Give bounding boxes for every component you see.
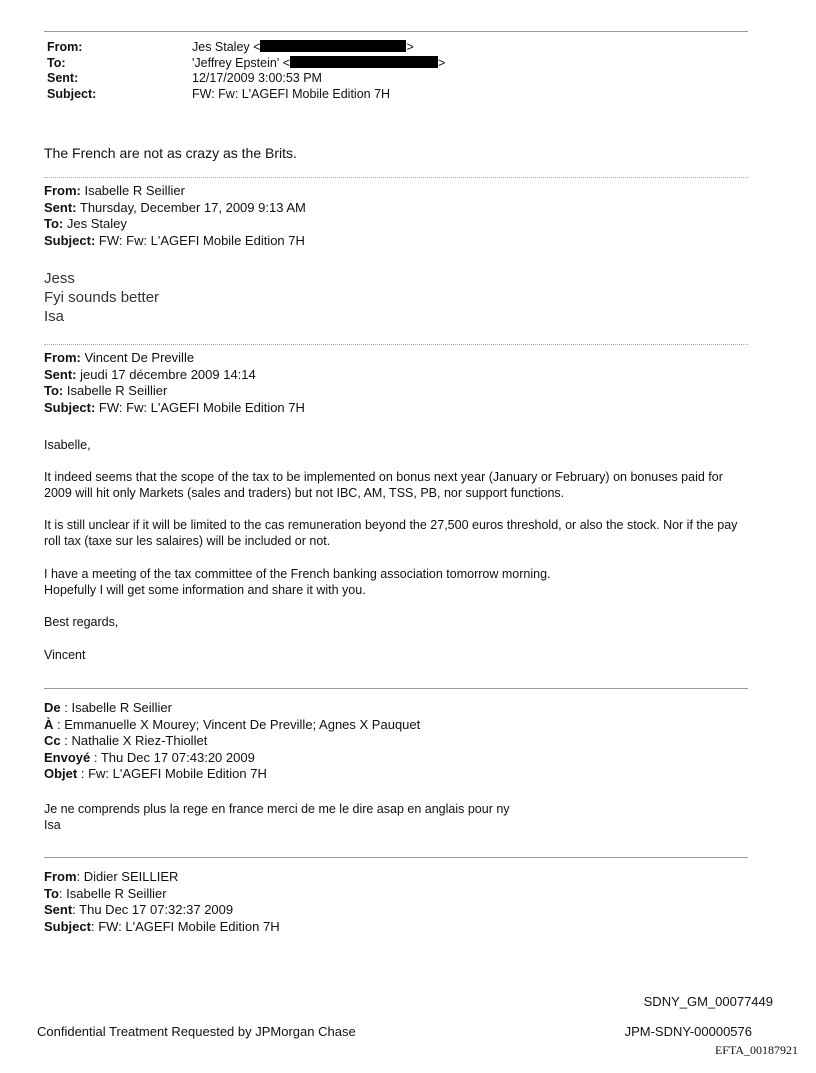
message-2-body — [44, 437, 754, 453]
divider — [44, 344, 748, 345]
bates-sdny-gm: SDNY_GM_00077449 — [643, 994, 773, 1009]
message-2-paragraph-2: It is still unclear if it will be limited to the cas remuneration beyond the 27,500 euros threshold, or also the stock. Nor if the pay roll tax (taxe sur les salaires) will be included or not. — [44, 518, 738, 548]
message-3-body: Je ne comprends plus la rege en france merci de me le dire asap en anglais pour ny Isa — [44, 802, 510, 832]
msg4-sent: Thu Dec 17 07:32:37 2009 — [79, 902, 234, 917]
msg2-subject: FW: Fw: L'AGEFI Mobile Edition 7H — [98, 399, 305, 415]
msg1-subject: FW: Fw: L'AGEFI Mobile Edition 7H — [98, 232, 305, 248]
to-value: 'Jeffrey Epstein' < > — [192, 55, 446, 70]
msg4-from: Didier SEILLIER — [83, 869, 179, 884]
redaction-bar — [260, 40, 406, 52]
msg3-de: Isabelle R Seillier — [71, 700, 172, 715]
from-value: Jes Staley < > — [192, 40, 414, 54]
msg2-sent: jeudi 17 décembre 2009 14:14 — [80, 366, 256, 382]
msg2-from: Vincent De Preville — [84, 350, 195, 365]
message-2-paragraph-3: I have a meeting of the tax committee of the French banking association tomorrow morning. Hopefully I will get some information and share it with you. — [44, 567, 551, 597]
from-label: From: — [47, 40, 83, 54]
message-2-paragraph-1: It indeed seems that the scope of the tax to be implemented on bonus next year (January or February) on bonuses paid for 2009 will hit only Markets (sales and traders) but not IBC, AM, TSS, PB, nor support functions. — [44, 470, 723, 500]
msg4-subject: FW: L'AGEFI Mobile Edition 7H — [98, 918, 280, 934]
msg1-to: Jes Staley — [66, 216, 127, 231]
message-1-header: From: Isabelle R Seillier Sent: Thursday, December 17, 2009 9:13 AM To: Jes Staley Subject: FW: Fw: L'AGEFI Mobile Edition 7H — [44, 183, 306, 248]
greeting: Isabelle, — [44, 438, 91, 452]
subject-label: Subject: — [47, 86, 97, 101]
msg3-cc: Nathalie X Riez-Thiollet — [71, 733, 208, 748]
top-note: The French are not as crazy as the Brits. — [44, 145, 297, 161]
msg3-objet: Fw: L'AGEFI Mobile Edition 7H — [88, 766, 267, 781]
sent-label: Sent: — [47, 71, 79, 85]
sent-value: 12/17/2009 3:00:53 PM — [192, 71, 322, 85]
bates-efta: EFTA_00187921 — [714, 1043, 798, 1057]
message-3-header: De : Isabelle R Seillier À : Emmanuelle X Mourey; Vincent De Preville; Agnes X Pauquet Cc : Nathalie X Riez-Thiollet Envoyé : Thu Dec 17 07:43:20 2009 Objet : Fw: L'AGEFI Mobile Edition 7H — [44, 700, 421, 781]
msg1-from: Isabelle R Seillier — [84, 183, 185, 198]
message-1-body: Jess Fyi sounds better Isa — [44, 270, 160, 325]
msg2-to: Isabelle R Seillier — [66, 383, 168, 398]
to-label: To: — [47, 55, 66, 70]
msg1-sent: Thursday, December 17, 2009 9:13 AM — [79, 199, 306, 215]
top-divider — [44, 31, 748, 32]
divider — [44, 857, 748, 858]
message-2-signature: Vincent — [44, 648, 86, 662]
subject-value: FW: Fw: L'AGEFI Mobile Edition 7H — [192, 86, 391, 101]
msg4-to: Isabelle R Seillier — [66, 885, 167, 901]
divider — [44, 688, 748, 689]
message-2-header: From: Vincent De Preville Sent: jeudi 17 décembre 2009 14:14 To: Isabelle R Seillier Subject: FW: Fw: L'AGEFI Mobile Edition 7H — [44, 350, 305, 415]
msg3-envoye: Thu Dec 17 07:43:20 2009 — [100, 749, 255, 765]
divider — [44, 177, 748, 178]
msg3-a: Emmanuelle X Mourey; Vincent De Preville; Agnes X Pauquet — [64, 716, 421, 732]
message-2-closing: Best regards, — [44, 615, 119, 629]
redaction-bar — [290, 56, 438, 68]
confidential-notice: Confidential Treatment Requested by JPMorgan Chase — [37, 1024, 356, 1039]
bates-jpm: JPM-SDNY-00000576 — [624, 1024, 752, 1039]
message-4-header: From: Didier SEILLIER To: Isabelle R Seillier Sent: Thu Dec 17 07:32:37 2009 Subject: FW: L'AGEFI Mobile Edition 7H — [44, 869, 280, 934]
